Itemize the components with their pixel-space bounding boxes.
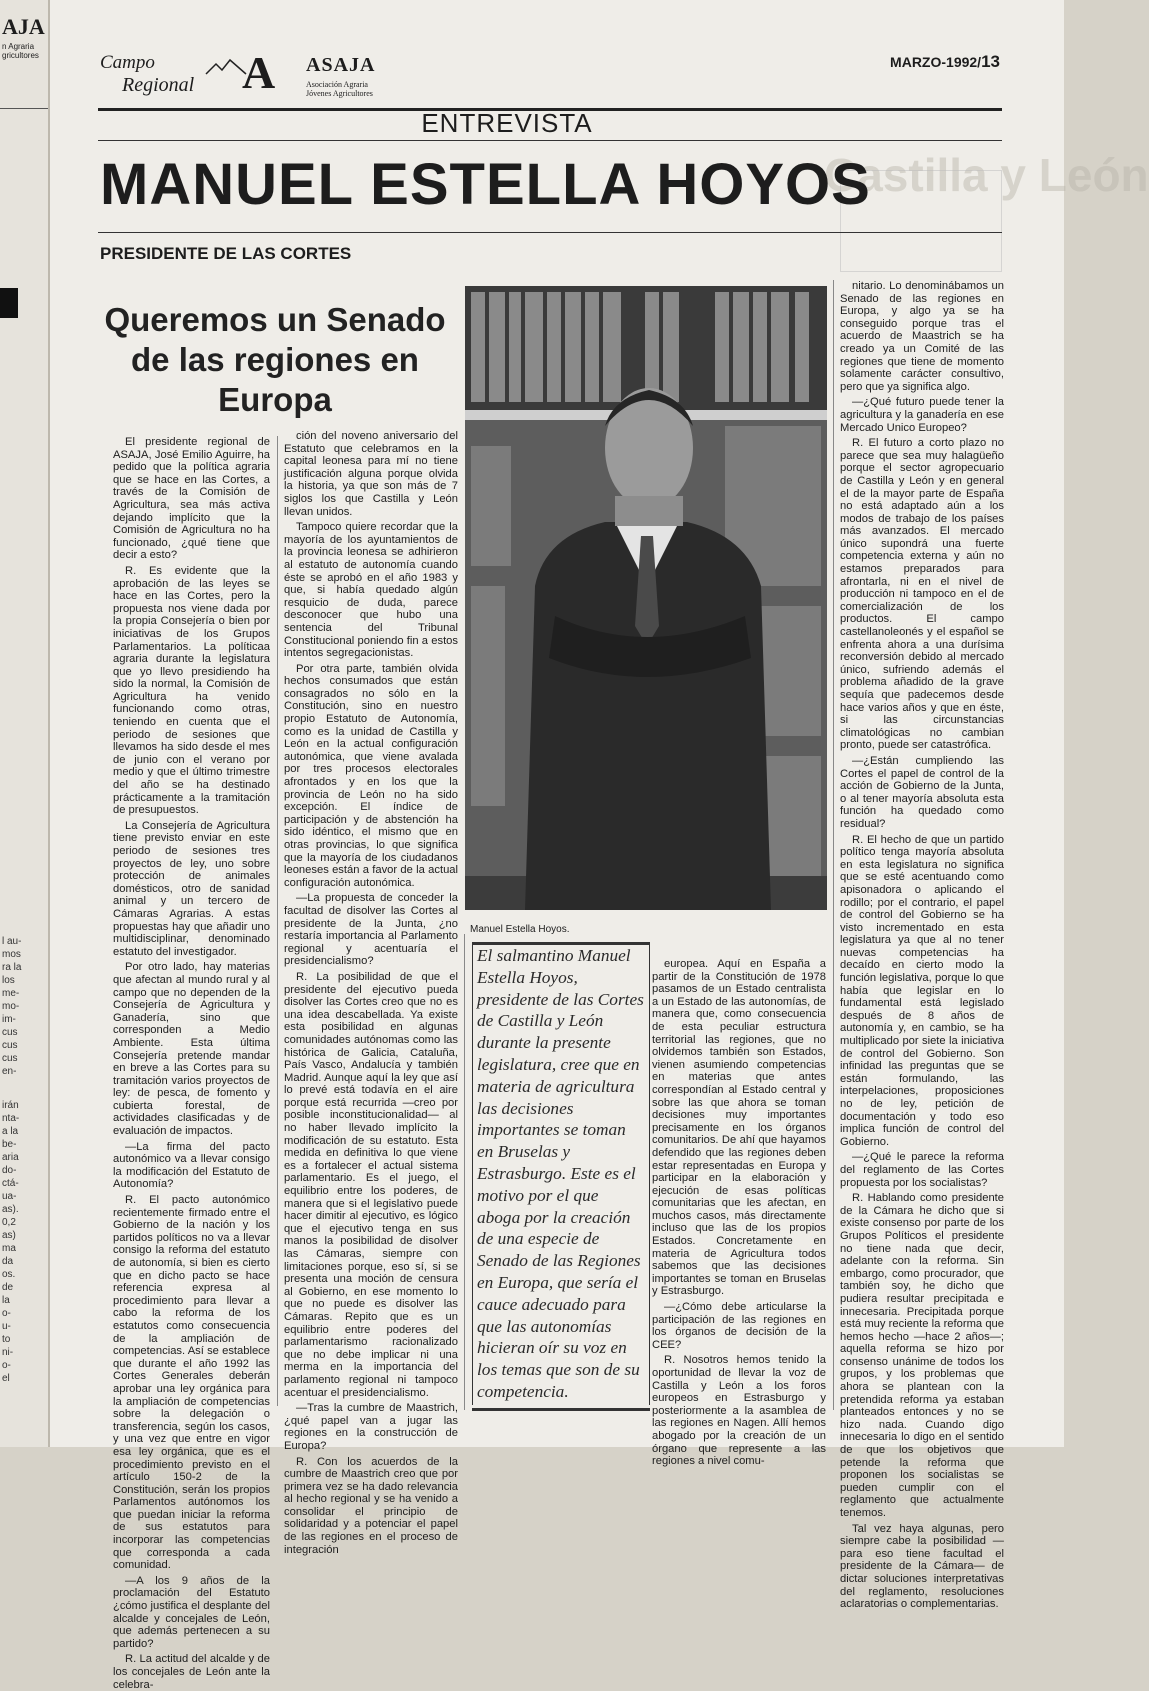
paragraph: Tampoco quiere recordar que la mayoría de los ayuntamientos de la provincia leonesa se adhirieron al estatuto de autonomía cuando éste se aprobó en el año 1983 y que, si había quedado algún resquicio de duda, parece desconocer que hubo una sentencia del Tribunal Constitucional poniendo fin a estos intentos segregacionistas. [284,521,458,660]
text-fragment: cus [2,1027,18,1038]
paragraph: nitario. Lo denominábamos un Senado de las regiones en Europa, y algo ya se ha conseguido porque tras el acuerdo de Maastrich se ha creado ya un Comité de las regiones que tiene de momento solamente carácter consultivo, pero que ya significa algo. [840,280,1004,393]
text-fragment: im- [2,1014,16,1025]
text-fragment: ni- [2,1347,14,1358]
paragraph: R. El futuro a corto plazo no parece que sea muy halagüeño porque el sector agropecuario de Castilla y León y en general el de la mayor parte de España no está adaptado aún a los modos de trabajo de los países más avanzados. El mercado único supondrá una fuerte competencia externa y aún no estamos preparados para afrontarla, ni en el nivel de producción ni tampoco en el de comercialización de los productos. El campo castellanoleonés y el español se enfrenta ahora a una durísima reconversión debido al mercado único, sufriendo además el problema añadido de la grave sequía que padecemos desde hace varios años y que en éste, si las circunstancias climatológicas no cambian pronto, puede ser catastrófica. [840,437,1004,752]
paragraph: ción del noveno aniversario del Estatuto que celebramos en la capital leonesa para mí no tiene justificación alguna porque olvida la historia, ya que son más de 7 siglos los que Castilla y León llevan unidos. [284,430,458,518]
paragraph: R. La posibilidad de que el presidente del ejecutivo pueda disolver las Cortes creo que no es una idea descabellada. Ya existe esta posibilidad en algunas comunidades autónomas como las histórica de Galicia, Cataluña, País Vasco, Andalucía y también Madrid. Aunque aquí la ley que así lo prevé está todavía en el aire porque está recurrida —creo por posible inconstitucionalidad— al no haber llevado implícito la modificación de su estatuto. Esta medida en definitiva lo que viene es a fortalecer el actual sistema parlamentario. Es el juego, el equilibrio entre los poderes, de manera que si el legislativo puede hacer dimitir al ejecutivo, es lógico que el ejecutivo tenga en sus manos la posibilidad de disolver las Cámaras, siempre con limitaciones porque, eso sí, si se presenta una moción de censura al Gobierno, en ese momento lo que no puede es disolver las Cámaras. Repito que es un equilibrio entre poderes del parlamentarismo racionalizado que no debe implicar ni una merma en la importancia del parlamento regional ni tampoco acentuar el presidencialismo. [284,970,458,1399]
page-number: 13 [981,52,1000,71]
paragraph: R. Es evidente que la aprobación de las leyes se hace en las Cortes, pero la propuesta nos viene dada por la propia Consejería o bien por iniciativas de los Grupos Parlamentarios. La políticaa agraria durante la legislatura que yo llevo presidiendo ha sido la normal, la Comisión de Agricultura ha venido funcionando como otras, teniendo en cuenta que el periodo de sesiones que llevamos ha sido desde el mes de junio con el verano por medio y que el último trimestre del año se ha destinado prácticamente a la tramitación de presupuestos. [113,564,270,817]
text-fragment: be- [2,1139,17,1150]
date-text: MARZO-1992/ [890,54,982,70]
paragraph: europea. Aquí en España a partir de la Constitución de 1978 pasamos de un Estado centralista a un Estado de las autonomías, de manera que, como consecuencia de esta peculiar estructura territorial las regiones, que no olvidemos también son Estados, vienen asumiendo competencias en materias que antes correspondían al Estado central y sobre las que ahora se toman decisiones muy importantes precisamente en los órganos comunitarios. De ahí que hayamos defendido que las regiones deben estar representadas en Europa y participar en la elaboración y ejecución de esas políticas comunitarias que les afectan, en muchos casos, más directamente incluso que las de los propios Estados. Concretamente en materia de Agricultura todos sabemos que las decisiones importantes se toman en Bruselas y Estrasburgo. [652,958,826,1298]
text-fragment: as) [2,1230,16,1241]
portrait-photo [465,286,827,910]
pullquote-bottom-rule [472,1408,650,1411]
column-rule [833,280,834,1410]
article-headline: Queremos un Senado de las regiones en Europa [104,301,446,418]
section-rule [98,140,1002,141]
paragraph: —¿Qué futuro puede tener la agricultura y la ganadería en ese Mercado Unico Europeo? [840,396,1004,434]
show-through-text: Castilla y León [824,149,1149,201]
mountain-icon [206,58,246,78]
text-fragment: l au- [2,936,22,947]
column-rule [277,436,278,1406]
logo-regional: Regional [122,74,195,96]
asaja-sub-line2: Jóvenes Agricultores [306,89,373,98]
text-column-3 [652,958,826,1468]
text-fragment: me- [2,988,20,999]
text-fragment: nta- [2,1113,20,1124]
text-fragment: ma [2,1243,16,1254]
paragraph: —¿Están cumpliendo las Cortes el papel de control de la acción de Gobierno de la Junta, o al tener mayoría absoluta esta función ha quedado como residual? [840,754,1004,830]
paragraph: —A los 9 años de la proclamación del Estatuto ¿cómo justifica el desplante del alcalde y concejales de León, que además pertenecen a su partido? [113,1574,270,1650]
paragraph: R. Hablando como presidente de la Cámara he dicho que si existe consenso por parte de los Grupos Políticos el presidente no tiene nada que decir, adelante con la reforma. Sin embargo, como procurador, que también soy, he dicho que pudiera resultar precipitada e innecesaria. Precipitada porque está muy reciente la reforma que hemos hecho —hace 2 años—; aquella reforma se hizo por consenso unánime de todos los grupos, y los problemas que ahora se plantean con la pretendida reforma ya estaban planteados entonces y no se hizo nada. Cuando digo innecesaria lo digo en el sentido de que los objetivos que petende la reforma que proponen los socialistas se pueden cumplir con el reglamento que actualmente tenemos. [840,1192,1004,1519]
portrait-illustration [465,286,827,910]
text-fragment: la [2,1295,10,1306]
text-fragment: los [2,975,15,986]
paragraph: —Tras la cumbre de Maastrich, ¿qué papel van a jugar las regiones en la construcción de Europa? [284,1402,458,1452]
asaja-subtitle [306,80,373,98]
pullquote: El salmantino Manuel Estella Hoyos, presidente de las Cortes de Castilla y León durante la presente legislatura, cree que en materia de agricultura las decisiones importantes se toman en Bruselas y Estrasburgo. Este es el motivo por el que aboga por la creación de una especie de Senado de las Regiones en Europa, que sería el cauce adecuado para que las autonomías hicieran oír su voz en los temas que son de su competencia. [472,945,650,1405]
text-fragment: ua- [2,1191,17,1202]
text-fragment: cus [2,1040,18,1051]
text-fragment: os. [2,1269,16,1280]
adjacent-text-fragments [2,936,46,1386]
article-subtitle: PRESIDENTE DE LAS CORTES [100,244,352,263]
text-fragment: irán [2,1100,19,1111]
asaja-sub-line1: Asociación Agraria [306,80,368,89]
paragraph: —La firma del pacto autonómico va a llevar consigo la modificación del Estatuto de Autonomía? [113,1140,270,1191]
paragraph: R. La actitud del alcalde y de los concejales de León ante la celebra- [113,1653,270,1691]
text-fragment: as). [2,1204,19,1215]
text-fragment: u- [2,1321,11,1332]
text-fragment: en- [2,1066,17,1077]
campo-regional-logo [100,52,195,96]
text-fragment: to [2,1334,11,1345]
text-fragment: mo- [2,1001,20,1012]
paragraph: —¿Cómo debe articularse la participación de las regiones en los órganos de decisión de la CEE? [652,1301,826,1351]
text-fragment: cus [2,1053,18,1064]
paragraph: —La propuesta de conceder la facultad de disolver las Cortes al presidente de la Junta, ¿no restaría importancia al Parlamento regional y acentuaría el presidencialismo? [284,892,458,968]
text-fragment: el [2,1373,10,1384]
text-fragment: ctá- [2,1178,19,1189]
column-rule [464,934,465,1410]
asaja-name: ASAJA [306,54,376,76]
text-fragment: da [2,1256,14,1267]
text-fragment: ra la [2,962,22,973]
paragraph: Por otra parte, también olvida hechos consumados que están consagrados no sólo en la Constitución, sino en nuestro propio Estatuto de Autonomía, como es la unidad de Castilla y León en la actual configuración autonómica, que viene avalada por tres procesos electorales afrontados y en los que la provincia de León no ha sido excepción. El índice de participación y de abstención ha sido idéntico, el mismo que en otras provincias, lo que significa que la mayoría de los ciudadanos leoneses están a favor de la actual configuración autonómica. [284,662,458,889]
text-fragment: 0,2 [2,1217,16,1228]
paragraph: —¿Qué le parece la reforma del reglamento de las Cortes propuesta por los socialistas? [840,1151,1004,1189]
paragraph: R. Nosotros hemos tenido la oportunidad de llevar la voz de Castilla y León a los foros europeos en Estrasburgo y posteriormente a la asamblea de las regiones en Nagen. Allí hemos abogado por la creación de un órgano que represente a las regiones a nivel comu- [652,1354,826,1468]
adjacent-page-strip [0,0,50,1447]
paragraph: El presidente regional de ASAJA, José Emilio Aguirre, ha pedido que la política agraria que se hace en las Cortes, a través de la Comisión de Agricultura, sea más activa dejando implícito que la Comisión de Agricultura no ha funcionado, ¿qué tiene que decir a esto? [113,436,270,562]
adjacent-logo-sub: n Agraria gricultores [2,42,39,60]
issue-date [890,52,1000,72]
paragraph: R. Con los acuerdos de la cumbre de Maastrich creo que por primera vez se ha dado relevancia al hecho regional y se ha venido a consolidar el principio de solidaridad y a potenciar el papel de las regiones en el proceso de integración [284,1455,458,1556]
text-fragment: a la [2,1126,19,1137]
title-rule [98,232,1002,233]
paragraph: R. El pacto autonómico recientemente firmado entre el Gobierno de la nación y los partidos políticos no va a llevar consigo la reforma del estatuto de autonomía, si bien es cierto que en dicho pacto se hace referencia expresa al procedimiento para llevar a cabo la reforma de los estatutos como consecuencia de la ampliación de competencias. Así se establece que durante el año 1992 las Cortes Generales deberán aprobar una ley orgánica para la ampliación de competencias sobre la delegación o transferencia, según los casos, y una vez que entre en vigor esa ley orgánica, que es el procedimiento previsto en el artículo 150-2 de la Constitución, serán los propios Parlamentos autónomos los que puedan iniciar la reforma de sus estatutos para incorporar las competencias que corresponda a cada comunidad. [113,1194,270,1572]
text-fragment: o- [2,1308,11,1319]
text-fragment: mos [2,949,21,960]
adjacent-black-block [0,288,18,318]
photo-caption: Manuel Estella Hoyos. [470,924,570,935]
paragraph: La Consejería de Agricultura tiene previsto enviar en este periodo de sesiones tres proyectos de ley, uno sobre protección de animales domésticos, otro de sanidad animal y un tercero de Cámaras Agrarias. A estas propuestas hay que añadir uno multidisciplinar, denominado estatuto del investigador. [113,819,270,958]
text-fragment: do- [2,1165,17,1176]
adjacent-logo: AJA [2,14,45,39]
article-title: MANUEL ESTELLA HOYOS [100,152,871,217]
paragraph: R. El hecho de que un partido político tenga mayoría absoluta en esta legislatura no significa que se esté acentuando como apisonadora o aplicando el rodillo; por el contrario, el papel de control del Gobierno se ha visto incrementado en esta legislatura ya que al no tener nuevas competencias ha decaído en cierto modo la función legislativa, porque lo que había que legislar en lo fundamental está legislado después de 8 años de autonomía y, en cambio, se ha multiplicado por siete la iniciativa de control del Gobierno. Son infinidad las preguntas que se están formulando, las interpelaciones, proposiciones no de ley, petición de documentación y todo eso implica función de control del Gobierno. [840,833,1004,1148]
text-column-2 [284,430,458,1556]
logo-campo: Campo [100,52,155,73]
section-label: ENTREVISTA [421,108,593,138]
text-fragment: de [2,1282,14,1293]
text-fragment: o- [2,1360,11,1371]
paragraph: Tal vez haya algunas, pero siempre cabe la posibilidad —para eso tiene facultad el presidente de la Cámara— de dictar soluciones interpretativas del reglamento, resoluciones aclaratorias o complementarias. [840,1522,1004,1611]
text-column-4 [840,280,1004,1611]
asaja-logo-letter: A [242,47,276,98]
text-fragment: aria [2,1152,19,1163]
page-header [100,40,1000,110]
paragraph: Por otro lado, hay materias que afectan al mundo rural y al campo que no dependen de la Consejería de Agricultura y Ganadería, sino que corresponden a Medio Ambiente. Esta última Consejería pretende mandar en breve a las Cortes para su tramitación varios proyectos de ley: de pesca, de fomento y cubierta forestal, de actividades clasificadas y de evaluación de impactos. [113,961,270,1138]
text-column-1 [113,436,270,1691]
